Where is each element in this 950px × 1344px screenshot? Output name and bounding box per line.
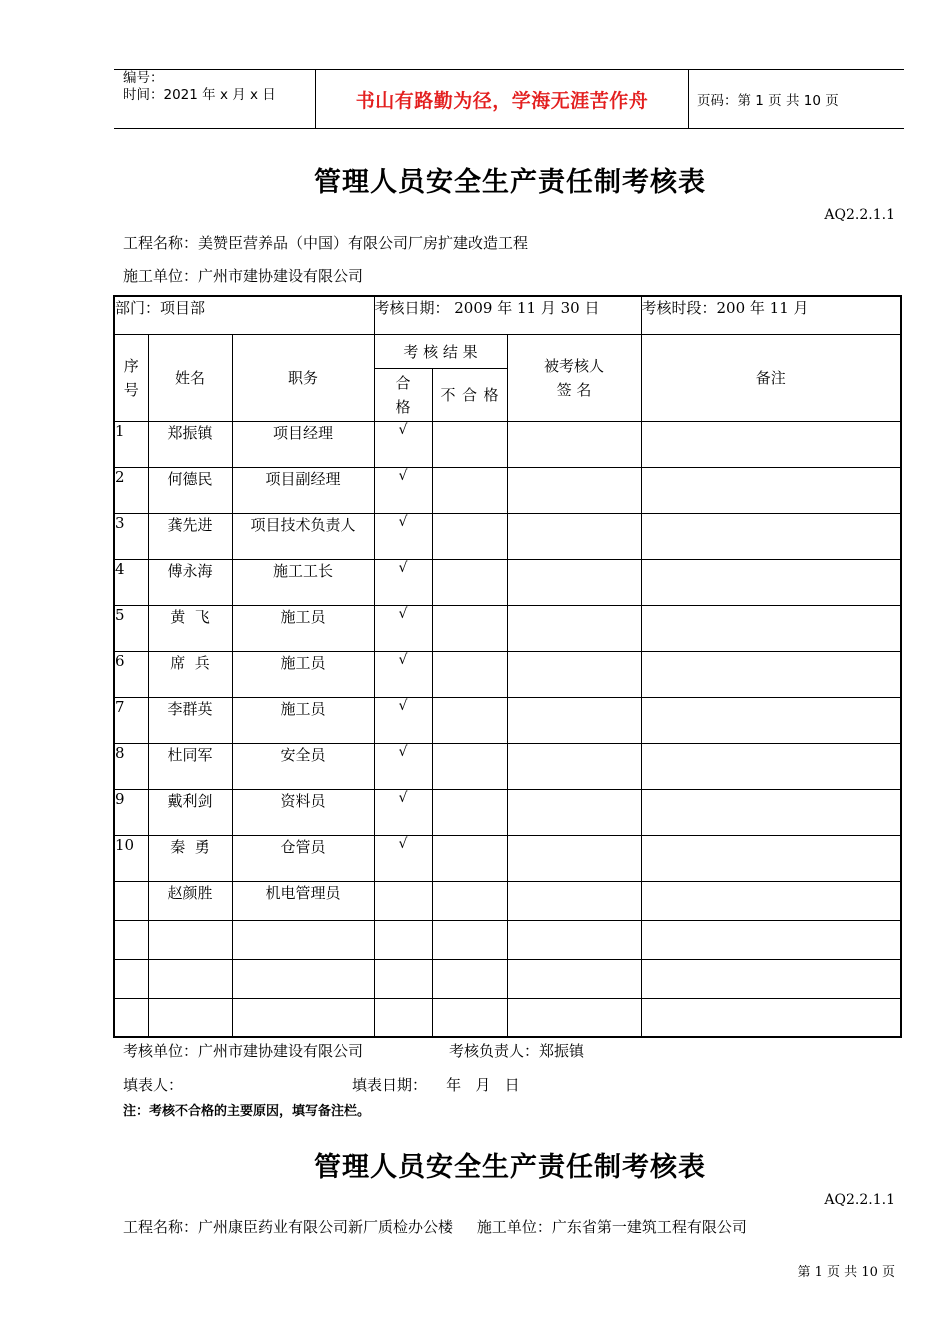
row-seq: 5	[114, 605, 148, 651]
row-seq: 3	[114, 513, 148, 559]
row-fail	[432, 697, 507, 743]
row-remarks	[641, 835, 901, 881]
col-fail-header: 不 合 格	[432, 368, 507, 421]
row-signature	[507, 959, 641, 998]
row-seq	[114, 881, 148, 920]
row-pass-check	[374, 881, 432, 920]
row-signature	[507, 697, 641, 743]
row-seq: 2	[114, 467, 148, 513]
row-name: 杜同军	[148, 743, 232, 789]
row-signature	[507, 651, 641, 697]
row-signature	[507, 559, 641, 605]
row-remarks	[641, 513, 901, 559]
row-seq	[114, 998, 148, 1037]
row-remarks	[641, 998, 901, 1037]
row-remarks	[641, 651, 901, 697]
table-row	[114, 421, 901, 467]
row-position: 项目经理	[232, 421, 374, 467]
col-position-header: 职务	[232, 334, 374, 421]
header-bottom-rule	[114, 128, 904, 129]
row-position: 施工员	[232, 651, 374, 697]
row-pass-check: √	[374, 559, 432, 605]
table-row	[114, 789, 901, 835]
table-row	[114, 651, 901, 697]
row-name: 郑振镇	[148, 421, 232, 467]
row-remarks	[641, 467, 901, 513]
row-name: 何德民	[148, 467, 232, 513]
row-fail	[432, 421, 507, 467]
row-remarks	[641, 743, 901, 789]
footer-page: 第 1 页 共 10 页	[797, 1265, 895, 1280]
row-pass-check: √	[374, 697, 432, 743]
form1-project-name: 工程名称：美赞臣营养品（中国）有限公司厂房扩建改造工程	[123, 234, 529, 252]
row-remarks	[641, 789, 901, 835]
col-pass-header: 合格	[374, 368, 432, 421]
row-fail	[432, 881, 507, 920]
assessment-date-cell: 考核日期： 2009 年 11 月 30 日	[374, 296, 641, 334]
table-row	[114, 881, 901, 920]
row-name: 黄 飞	[148, 605, 232, 651]
row-seq: 4	[114, 559, 148, 605]
col-name-header: 姓名	[148, 334, 232, 421]
doc-number-label: 编号：	[123, 70, 164, 86]
row-seq	[114, 920, 148, 959]
row-seq: 10	[114, 835, 148, 881]
form2-title: 管理人员安全生产责任制考核表	[314, 1152, 706, 1183]
form2-project-line: 工程名称：广州康臣药业有限公司新厂质检办公楼 施工单位：广东省第一建筑工程有限公司	[123, 1218, 747, 1236]
row-signature	[507, 789, 641, 835]
row-name	[148, 920, 232, 959]
row-position: 安全员	[232, 743, 374, 789]
row-remarks	[641, 920, 901, 959]
assessment-period-cell: 考核时段：200 年 11 月	[641, 296, 901, 334]
row-signature	[507, 605, 641, 651]
row-position: 仓管员	[232, 835, 374, 881]
table-row	[114, 920, 901, 959]
row-signature	[507, 513, 641, 559]
row-position	[232, 920, 374, 959]
form1-note: 注：考核不合格的主要原因，填写备注栏。	[123, 1104, 371, 1119]
row-fail	[432, 959, 507, 998]
row-pass-check: √	[374, 467, 432, 513]
table-row	[114, 835, 901, 881]
row-remarks	[641, 421, 901, 467]
form1-code: AQ2.2.1.1	[824, 207, 895, 223]
row-pass-check: √	[374, 651, 432, 697]
assessment-table	[113, 295, 902, 1038]
row-fail	[432, 651, 507, 697]
row-fail	[432, 743, 507, 789]
row-pass-check: √	[374, 605, 432, 651]
header-divider-left	[315, 69, 316, 129]
col-seq-header: 序号	[114, 334, 148, 421]
row-signature	[507, 743, 641, 789]
col-signature-header: 被考核人 签 名	[507, 334, 641, 421]
row-position: 机电管理员	[232, 881, 374, 920]
row-pass-check	[374, 959, 432, 998]
row-position: 项目副经理	[232, 467, 374, 513]
row-seq	[114, 959, 148, 998]
row-signature	[507, 881, 641, 920]
assessment-rows	[114, 421, 901, 1037]
department-cell: 部门：项目部	[114, 296, 374, 334]
doc-time-label: 时间：2021 年 x 月 x 日	[123, 87, 276, 103]
table-row	[114, 959, 901, 998]
table-row	[114, 998, 901, 1037]
row-seq: 6	[114, 651, 148, 697]
row-fail	[432, 605, 507, 651]
row-remarks	[641, 697, 901, 743]
row-remarks	[641, 881, 901, 920]
row-signature	[507, 835, 641, 881]
row-position	[232, 998, 374, 1037]
row-seq: 8	[114, 743, 148, 789]
table-row	[114, 743, 901, 789]
row-name: 席 兵	[148, 651, 232, 697]
row-fail	[432, 998, 507, 1037]
row-position: 施工工长	[232, 559, 374, 605]
row-name: 赵颜胜	[148, 881, 232, 920]
row-remarks	[641, 959, 901, 998]
row-fail	[432, 789, 507, 835]
row-pass-check: √	[374, 835, 432, 881]
table-row	[114, 605, 901, 651]
row-fail	[432, 835, 507, 881]
row-pass-check: √	[374, 743, 432, 789]
table-row	[114, 559, 901, 605]
form2-code: AQ2.2.1.1	[824, 1192, 895, 1208]
table-row	[114, 697, 901, 743]
header-motto: 书山有路勤为径，学海无涯苦作舟	[355, 90, 649, 112]
row-seq: 1	[114, 421, 148, 467]
fill-date: 填表日期： 年 月 日	[352, 1076, 520, 1094]
row-signature	[507, 920, 641, 959]
row-name	[148, 959, 232, 998]
col-result-header: 考 核 结 果	[374, 334, 507, 368]
row-remarks	[641, 559, 901, 605]
row-remarks	[641, 605, 901, 651]
row-pass-check: √	[374, 789, 432, 835]
row-fail	[432, 920, 507, 959]
row-position: 资料员	[232, 789, 374, 835]
row-name	[148, 998, 232, 1037]
row-name: 李群英	[148, 697, 232, 743]
row-signature	[507, 421, 641, 467]
assessing-unit: 考核单位：广州市建协建设有限公司	[123, 1042, 364, 1060]
row-pass-check: √	[374, 513, 432, 559]
row-fail	[432, 513, 507, 559]
form1-title: 管理人员安全生产责任制考核表	[314, 167, 706, 198]
row-position: 项目技术负责人	[232, 513, 374, 559]
row-signature	[507, 998, 641, 1037]
row-position: 施工员	[232, 605, 374, 651]
header-page-info: 页码：第 1 页 共 10 页	[697, 93, 839, 109]
header-divider-right	[688, 69, 689, 129]
table-row	[114, 467, 901, 513]
row-seq: 9	[114, 789, 148, 835]
row-pass-check: √	[374, 421, 432, 467]
col-remarks-header: 备注	[641, 334, 901, 421]
row-signature	[507, 467, 641, 513]
row-fail	[432, 467, 507, 513]
row-pass-check	[374, 920, 432, 959]
table-row	[114, 513, 901, 559]
row-name: 龚先进	[148, 513, 232, 559]
row-pass-check	[374, 998, 432, 1037]
filled-by: 填表人：	[123, 1076, 184, 1094]
row-name: 傅永海	[148, 559, 232, 605]
form1-construction-unit: 施工单位：广州市建协建设有限公司	[123, 267, 364, 285]
assessment-leader: 考核负责人：郑振镇	[449, 1042, 585, 1060]
row-position: 施工员	[232, 697, 374, 743]
row-name: 戴利剑	[148, 789, 232, 835]
row-name: 秦 勇	[148, 835, 232, 881]
row-seq: 7	[114, 697, 148, 743]
header-meta	[123, 70, 276, 104]
row-position	[232, 959, 374, 998]
row-fail	[432, 559, 507, 605]
